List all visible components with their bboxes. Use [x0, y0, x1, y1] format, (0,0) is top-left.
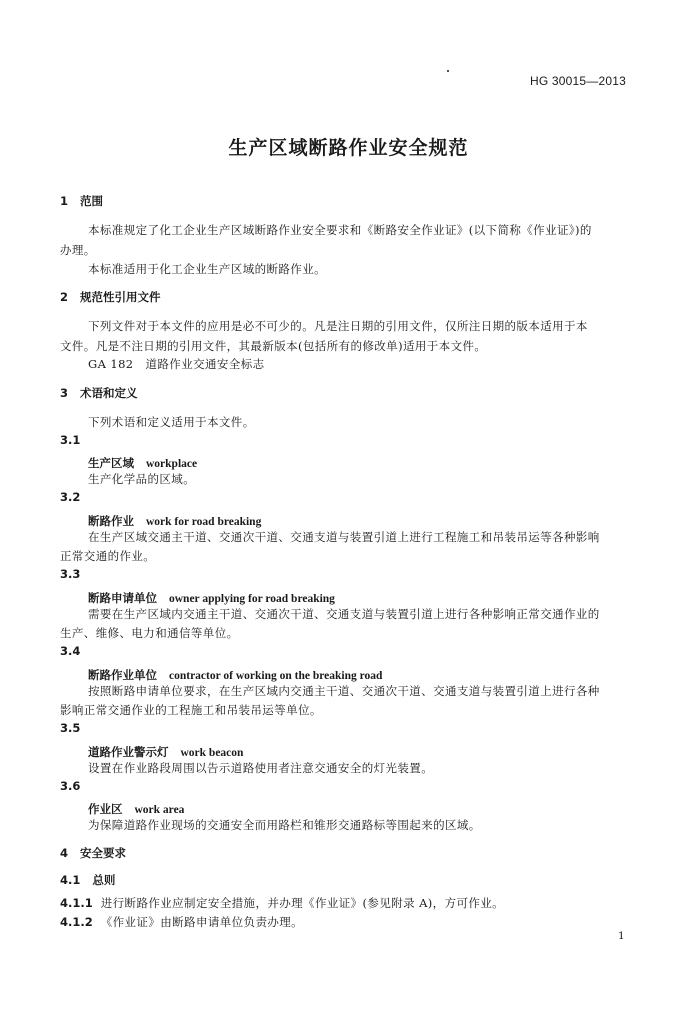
term-definition: 设置在作业路段周围以告示道路使用者注意交通安全的灯光装置。 [88, 761, 434, 775]
term-definition-line: 正常交通的作业。 [60, 549, 156, 563]
section-2-heading [60, 289, 161, 305]
term-heading [88, 510, 261, 529]
term-definition: 为保障道路作业现场的交通安全而用路栏和锥形交通路标等围起来的区域。 [88, 818, 481, 832]
reference-entry [88, 356, 265, 372]
section-number: 3 [60, 386, 69, 400]
section-number: 4 [60, 846, 69, 860]
term-number: 3.5 [60, 721, 81, 735]
section-number: 2 [60, 290, 69, 304]
term-number: 3.1 [60, 433, 81, 447]
term-en: work area [134, 804, 185, 816]
paragraph-line: 下列术语和定义适用于本文件。 [88, 415, 255, 429]
term-number: 3.6 [60, 779, 81, 793]
paragraph-line: 下列文件对于本文件的应用是必不可少的。凡是注日期的引用文件，仅所注日期的版本适用于本 [88, 319, 588, 333]
term-en: contractor of working on the breaking road [169, 670, 383, 682]
clause-number: 4.1.1 [60, 896, 93, 910]
paragraph-line: 文件。凡是不注日期的引用文件，其最新版本(包括所有的修改单)适用于本文件。 [60, 339, 487, 353]
section-1-heading [60, 193, 103, 209]
term-en: work for road breaking [146, 516, 262, 528]
paragraph-line: 本标准规定了化工企业生产区域断路作业安全要求和《断路安全作业证》(以下简称《作业证》)的 [88, 223, 592, 237]
term-heading [88, 798, 184, 817]
paragraph-line: 本标准适用于化工企业生产区域的断路作业。 [88, 262, 326, 276]
term-cn: 道路作业警示灯 [88, 745, 169, 759]
term-number: 3.4 [60, 644, 81, 658]
reference-code: GA 182 [88, 357, 134, 371]
term-heading [88, 741, 243, 760]
standard-number: HG 30015—2013 [530, 74, 626, 88]
clause-4-1-2 [60, 911, 303, 930]
section-title: 安全要求 [80, 846, 127, 860]
term-cn: 作业区 [88, 802, 123, 816]
term-number: 3.2 [60, 490, 81, 504]
term-cn: 断路作业 [88, 514, 134, 528]
term-number: 3.3 [60, 567, 81, 581]
term-en: owner applying for road breaking [169, 593, 335, 605]
term-definition-line: 影响正常交通作业的工程施工和吊装吊运等单位。 [60, 703, 322, 717]
page-number: 1 [618, 930, 625, 942]
term-en: work beacon [180, 747, 244, 759]
term-definition-line: 按照断路申请单位要求，在生产区域内交通主干道、交通次干道、交通支道与装置引道上进行各种 [88, 684, 600, 698]
term-definition-line: 在生产区域交通主干道、交通次干道、交通支道与装置引道上进行工程施工和吊装吊运等各种影响 [88, 530, 600, 544]
document-title: 生产区域断路作业安全规范 [228, 137, 469, 159]
clause-number: 4.1.2 [60, 915, 93, 929]
reference-name: 道路作业交通安全标志 [145, 357, 265, 371]
term-definition-line: 需要在生产区域内交通主干道、交通次干道、交通支道与装置引道上进行各种影响正常交通作业的 [88, 607, 600, 621]
section-4-heading [60, 845, 126, 861]
section-number: 1 [60, 194, 69, 208]
term-definition-line: 生产、维修、电力和通信等单位。 [60, 626, 239, 640]
term-en: workplace [146, 458, 198, 470]
term-heading [88, 452, 197, 471]
section-title: 范围 [80, 194, 104, 208]
section-3-heading [60, 385, 138, 401]
scan-speck [447, 70, 449, 72]
clause-text: 《作业证》由断路申请单位负责办理。 [100, 915, 304, 929]
term-cn: 生产区域 [88, 456, 134, 470]
term-heading [88, 587, 335, 606]
term-cn: 断路申请单位 [88, 591, 157, 605]
subsection-number: 4.1 [60, 873, 81, 887]
clause-text: 进行断路作业应制定安全措施，并办理《作业证》(参见附录 A)，方可作业。 [100, 896, 505, 910]
clause-4-1-1 [60, 892, 504, 911]
section-title: 术语和定义 [80, 386, 138, 400]
paragraph-line: 办理。 [60, 243, 96, 257]
term-cn: 断路作业单位 [88, 668, 157, 682]
term-heading [88, 664, 382, 683]
subsection-4-1-heading [60, 872, 115, 888]
section-title: 规范性引用文件 [80, 290, 161, 304]
subsection-title: 总则 [92, 873, 116, 887]
term-definition: 生产化学品的区域。 [88, 472, 196, 486]
